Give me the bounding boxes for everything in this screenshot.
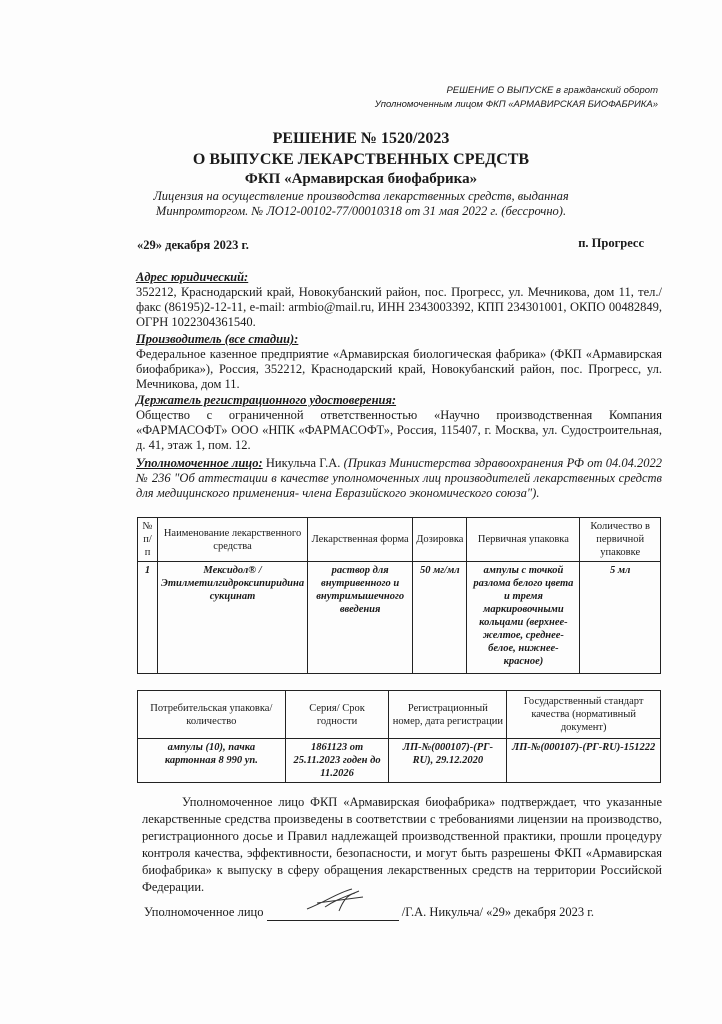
cell-standard: ЛП-№(000107)-(РГ-RU)-151222 [507,739,661,783]
header-note-line1: РЕШЕНИЕ О ВЫПУСКЕ в гражданский оборот [446,85,658,96]
cell-name: Мексидол® / Этилметилгидроксипиридина сукцинат [158,562,308,674]
legal-address-text: 352212, Краснодарский край, Новокубанский район, пос. Прогресс, ул. Мечникова, дом 11, тел./факс (86195)2-12-11, e-mail: armbio@mail.ru, ИНН 2343003392, КПП 234301001, ОКПО 00482849, ОГРН 1022304361540. [136,285,662,329]
product-table [137,517,661,674]
legal-address-section [136,270,662,330]
authorized-order: (Приказ Министерства здравоохранения РФ от 04.04.2022 № 236 "Об аттестации в качестве уполномоченных лиц производителей лекарственных средств для медицинского применения- члена Евразийского экономического союза"). [136,456,662,500]
header-name: Наименование лекарственного средства [158,518,308,562]
header-reg-number: Регистрационный номер, дата регистрации [389,691,507,739]
handwritten-signature-icon [267,887,399,913]
header-note-line2: Уполномоченным лицом ФКП «АРМАВИРСКАЯ БИОФАБРИКА» [374,99,658,110]
header-primary-pack: Первичная упаковка [467,518,580,562]
cell-consumer-pack: ампулы (10), пачка картонная 8 990 уп. [138,739,286,783]
release-table-header [138,691,661,739]
decision-place: п. Прогресс [578,236,644,250]
header-num: № п/п [138,518,158,562]
confirmation-text: Уполномоченное лицо ФКП «Армавирская биофабрика» подтверждает, что указанные лекарственные средства произведены в соответствии с требованиями лицензии на производство, регистрационного досье и Правил надлежащей производственной практики, прошли процедуру контроля качества, эффективности, безопасности, и могут быть разрешены ФКП «Армавирская биофабрика» к выпуску в сферу обращения лекарственных средств на территории Российской Федерации. [142,795,662,894]
holder-label: Держатель регистрационного удостоверения: [136,393,397,407]
authorized-section [136,456,662,501]
header-standard: Государственный стандарт качества (нормативный документ) [507,691,661,739]
table-row [138,739,661,783]
legal-address-label: Адрес юридический: [136,270,249,284]
company-title: ФКП «Армавирская биофабрика» [244,171,478,187]
header-series: Серия/ Срок годности [285,691,389,739]
cell-dose: 50 мг/мл [413,562,467,674]
header-consumer-pack: Потребительская упаковка/количество [138,691,286,739]
manufacturer-text: Федеральное казенное предприятие «Армавирская биологическая фабрика» (ФКП «Армавирская биофабрика»), Россия, 352212, Краснодарский край, Новокубанский район, пос. Прогресс, ул. Мечникова, дом 11. [136,347,662,391]
holder-text: Общество с ограниченной ответственностью «Научно производственная Компания «ФАРМАСОФТ» ООО «НПК «ФАРМАСОФТ», Россия, 115407, г. Москва, ул. Судостроительная, д. 41, этаж 1, пом. 12. [136,408,662,452]
signature-block [144,905,594,921]
cell-primary-pack: ампулы с точкой разлома белого цвета и тремя маркировочными кольцами (верхнее- желтое, среднее- белое, нижнее- красное) [467,562,580,674]
cell-form: раствор для внутривенного и внутримышечного введения [308,562,413,674]
signature-name-date: /Г.А. Никульча/ «29» декабря 2023 г. [401,905,595,919]
holder-section [136,393,662,453]
signature-label: Уполномоченное лицо [144,905,264,919]
cell-quantity: 5 мл [580,562,661,674]
header-dose: Дозировка [413,518,467,562]
signature-line [267,905,399,921]
manufacturer-label: Производитель (все стадии): [136,332,299,346]
decision-date: «29» декабря 2023 г. [137,238,249,252]
table-row [138,562,661,674]
header-note [375,84,658,112]
decision-number: РЕШЕНИЕ № 1520/2023 [272,130,450,147]
header-quantity: Количество в первичной упаковке [580,518,661,562]
license-line2: Минпромторгом. № ЛО12-00102-77/00010318 от 31 мая 2022 г. (бессрочно). [155,204,567,218]
cell-series: 1861123 от 25.11.2023 годен до 11.2026 [285,739,389,783]
authorized-label: Уполномоченное лицо: [136,456,263,470]
header-form: Лекарственная форма [308,518,413,562]
product-table-header [138,518,661,562]
cell-reg-number: ЛП-№(000107)-(РГ-RU), 29.12.2020 [389,739,507,783]
manufacturer-section [136,332,662,392]
cell-num: 1 [138,562,158,674]
release-table [137,690,661,783]
authorized-name: Никульча Г.А. [265,456,341,470]
license-line1: Лицензия на осуществление производства лекарственных средств, выданная [153,189,569,203]
decision-title: О ВЫПУСКЕ ЛЕКАРСТВЕННЫХ СРЕДСТВ [192,151,530,168]
